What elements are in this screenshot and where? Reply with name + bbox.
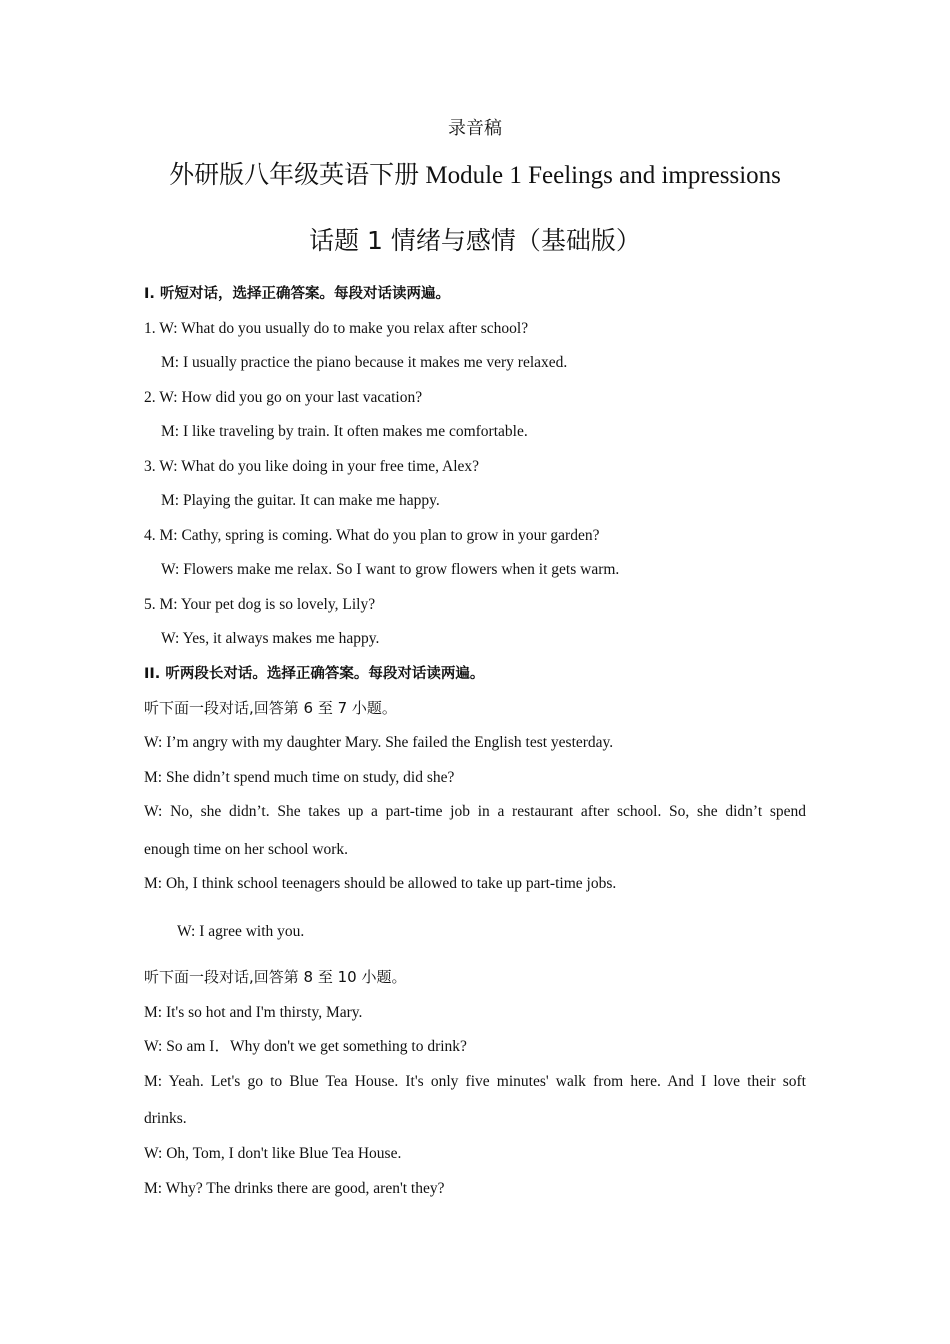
dialog-line: M: Playing the guitar. It can make me happy. [161,492,440,509]
doc-kicker: 录音稿 [448,118,502,139]
dialog-line: W: Yes, it always makes me happy. [161,630,380,647]
dialog-line: M: Yeah. Let's go to Blue Tea House. It's only five minutes' walk from here. And I love their soft [144,1073,806,1090]
dialog-line: 5. M: Your pet dog is so lovely, Lily? [144,596,376,613]
dialog-line: M: It's so hot and I'm thirsty, Mary. [144,1004,363,1021]
dialog-line: 1. W: What do you usually do to make you relax after school? [144,320,529,337]
dialog-line: M: Why? The drinks there are good, aren't they? [144,1180,445,1197]
dialog-line: W: I agree with you. [177,923,305,940]
dialog-line: W: I’m angry with my daughter Mary. She failed the English test yesterday. [144,734,614,751]
section-2-intro-1: 听下面一段对话,回答第 6 至 7 小题。 [144,699,397,717]
dialog-line: enough time on her school work. [144,841,349,858]
dialog-line: 2. W: How did you go on your last vacation? [144,389,423,406]
doc-title: 外研版八年级英语下册 Module 1 Feelings and impressions [169,162,781,189]
section-2-intro-2: 听下面一段对话,回答第 8 至 10 小题。 [144,968,407,986]
dialog-line: 4. M: Cathy, spring is coming. What do you plan to grow in your garden? [144,527,600,544]
section-1-heading: I. 听短对话，选择正确答案。每段对话读两遍。 [144,286,450,302]
section-2-heading: II. 听两段长对话。选择正确答案。每段对话读两遍。 [144,666,485,682]
dialog-line: M: I like traveling by train. It often makes me comfortable. [161,423,528,440]
dialog-line: 3. W: What do you like doing in your free time, Alex? [144,458,480,475]
dialog-line: M: She didn’t spend much time on study, did she? [144,769,455,786]
dialog-line: W: Oh, Tom, I don't like Blue Tea House. [144,1145,402,1162]
dialog-line: W: Flowers make me relax. So I want to grow flowers when it gets warm. [161,561,620,578]
dialog-line: W: No, she didn’t. She takes up a part-time job in a restaurant after school. So, she didn’t spend [144,803,806,820]
dialog-line: M: I usually practice the piano because it makes me very relaxed. [161,354,568,371]
doc-subtitle: 话题 1 情绪与感情（基础版） [309,226,641,255]
dialog-line: M: Oh, I think school teenagers should be allowed to take up part-time jobs. [144,875,617,892]
dialog-line: drinks. [144,1110,187,1127]
dialog-line: W: So am I．Why don't we get something to drink? [144,1038,467,1055]
